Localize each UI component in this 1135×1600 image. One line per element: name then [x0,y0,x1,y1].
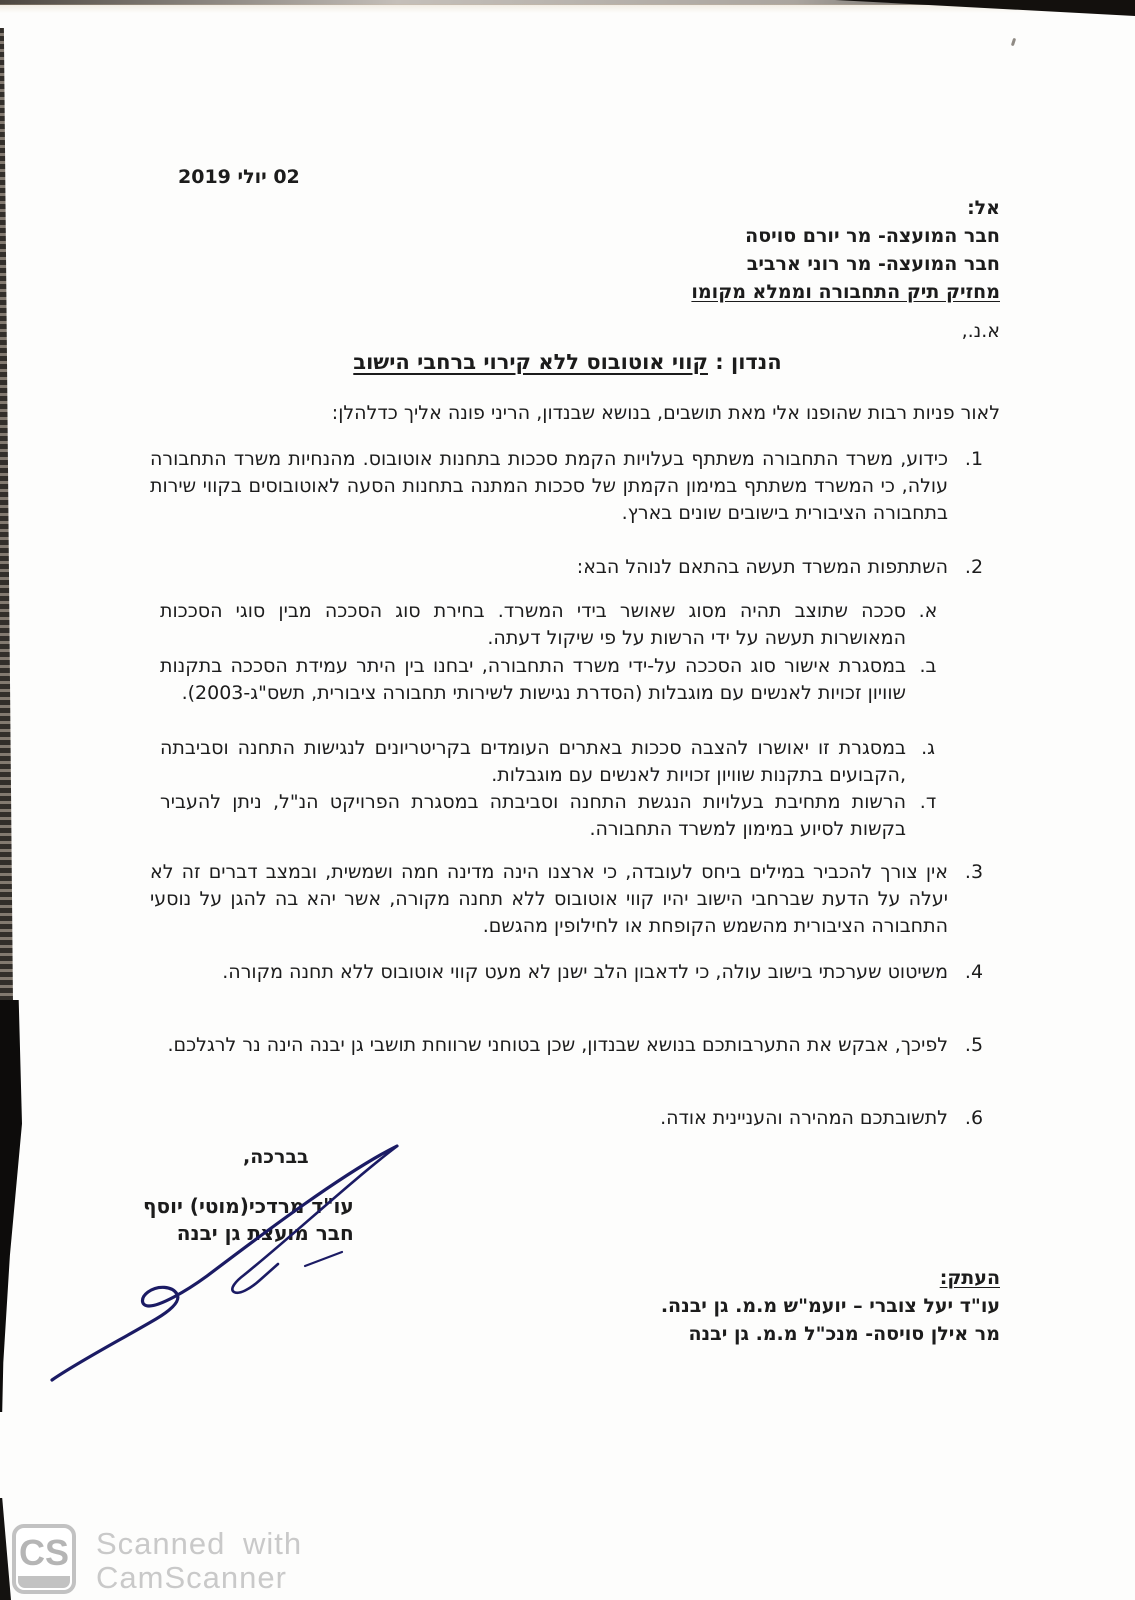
list-item-3 [150,859,1000,940]
list-item-2-number: 2. [964,556,984,578]
sub-item-a-text: סככה שתוצב תהיה מסוג שאושר בידי המשרד. בחירת סוג הסככה מבין סוגי הסככות המאושרות תעשה על ידי הרשות על פי שיקול דעתה. [160,600,906,649]
letter-date: 02 יולי 2019 [178,166,300,188]
list-item-1-text: כידוע, משרד התחבורה משתתף בעלויות הקמת סככות בתחנות אוטובוס. מהנחיות משרד התחבורה עולה, כי המשרד משתתף במימון הקמתן של סככות המתנה בתחנות הסעה לאוטובוסים בקווי שירות בתחבורה הציבורית בישובים שונים בארץ. [150,448,948,524]
camscanner-logo [12,1524,76,1594]
list-item-2 [150,554,1000,581]
closing-salutation: בברכה, [243,1146,309,1168]
list-item-1-number: 1. [964,448,984,470]
scan-artifact-bottom-left-shadow [0,1498,11,1600]
intro-paragraph: לאור פניות רבות שהופנו אלי מאת תושבים, בנושא שבנדון, הריני פונה אליך כדלהלן: [331,402,1000,424]
copy-line: עו"ד יעל צוברי – יועמ"ש מ.מ. גן יבנה. [660,1295,1000,1317]
list-item-4 [150,959,1000,986]
subject-line [0,350,1135,374]
camscanner-caption-line1: Scanned with [96,1526,303,1561]
list-item-3-number: 3. [964,861,984,883]
scan-artifact-left-shadow [0,1000,22,1412]
list-item-4-text: משיטוט שערכתי בישוב עולה, כי לדאבון הלב ישנן לא מעט קווי אוטובוס ללא תחנה מקורה. [222,961,948,983]
recipient-line: מחזיק תיק התחבורה וממלא מקומו [691,281,1000,303]
sub-item-d [160,789,950,843]
signer-title: חבר מועצת גן יבנה [176,1221,354,1245]
sub-item-d-text: הרשות מתחיבת בעלויות הנגשת התחנה וסביבתה במסגרת הפרויקט הנ"ל, ניתן להעביר בקשות לסיוע במימון למשרד התחבורה. [160,791,906,840]
list-item-5-text: לפיכך, אבקש את התערבותכם בנושא שבנדון, שכן בטוחני שרווחת תושבי גן יבנה הינה נר לרגלכם. [167,1034,948,1056]
to-label: אל: [967,197,1000,219]
copy-line: מר אילן סויסה- מנכ"ל מ.מ. גן יבנה [688,1323,1000,1345]
sub-item-b-letter: ב. [919,655,937,677]
recipient-line: חבר המועצה- מר יורם סויסה [745,225,1000,247]
sub-item-b-text: במסגרת אישור סוג הסככה על-ידי משרד התחבורה, יבחנו בין היתר עמידת הסככה בתקנות שוויון זכויות לאנשים עם מוגבלות (הסדרת נגישות לשירותי תחבורה ציבורית, תשס"ג-2003). [160,655,906,704]
scan-artifact-spiral-binding [0,28,13,1003]
copy-label: העתק: [939,1267,1000,1289]
greeting: א.נ., [961,320,1000,342]
scan-artifact-speck [1011,38,1016,47]
signature-block [143,1193,354,1247]
list-item-2-text: השתתפות המשרד תעשה בהתאם לנוהל הבא: [576,556,948,578]
camscanner-logo-text: CS [18,1532,69,1573]
sub-item-c-letter: ג. [921,737,935,759]
sub-item-a [160,598,950,652]
copy-block [661,1264,1000,1348]
camscanner-logo-bar [18,1576,70,1588]
list-item-6 [150,1105,1000,1132]
sub-item-d-letter: ד. [919,791,937,813]
camscanner-caption-line2: CamScanner [96,1560,287,1595]
sub-item-b [160,653,950,707]
subject-text: קווי אוטובוס ללא קירוי ברחבי הישוב [353,350,708,374]
subject-label: הנדון : [707,350,782,374]
list-item-6-number: 6. [964,1107,984,1129]
list-item-6-text: לתשובתכם המהירה והעניינית אודה. [660,1107,948,1129]
list-item-1 [150,446,1000,527]
sub-item-c [160,735,950,789]
signer-name: עו"ד מרדכי(מוטי) יוסף [143,1194,354,1218]
sub-item-a-letter: א. [918,600,938,622]
list-item-3-text: אין צורך להכביר במילים ביחס לעובדה, כי ארצנו הינה מדינה חמה ושמשית, ובמצב דברים זה לא יעלה על הדעת שברחבי הישוב יהיו קווי אוטובוס ללא תחנה מקורה, אשר יהא בה להגן על נוסעי התחבורה הציבורית מהשמש הקופחת או לחילופין מהגשם. [150,861,948,937]
list-item-4-number: 4. [964,961,984,983]
recipients-block [691,194,1000,306]
sub-item-c-text: במסגרת זו יאושרו להצבה סככות באתרים העומדים בקריטריונים לנגישות התחנה וסביבתה ,הקבועים בתקנות שוויון זכויות לאנשים עם מוגבלות. [160,737,906,786]
list-item-5 [150,1032,1000,1059]
list-item-5-number: 5. [964,1034,984,1056]
recipient-line: חבר המועצה- מר רוני ארביב [746,253,1000,275]
